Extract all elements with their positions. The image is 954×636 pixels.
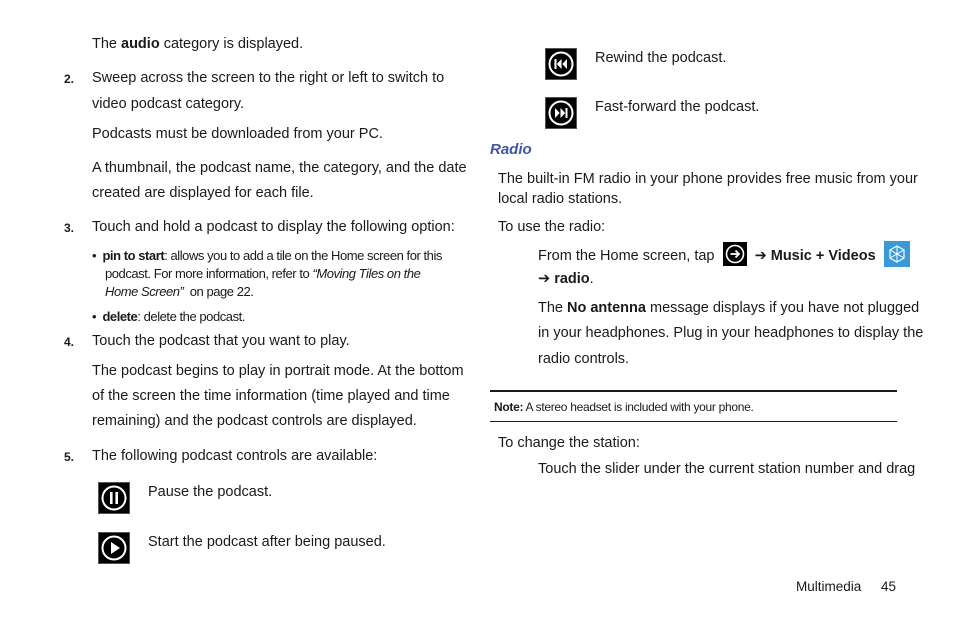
- bullet-delete: • delete: delete the podcast.: [92, 309, 245, 324]
- podcast-begins-text-cont: of the screen the time information (time played and time: [92, 388, 450, 404]
- step-number: 2.: [64, 72, 75, 86]
- play-icon: [98, 532, 130, 564]
- bullet-pin-to-start-cont2: Home Screen” on page 22.: [105, 284, 254, 299]
- step-3-text: Touch and hold a podcast to display the following option:: [92, 219, 455, 235]
- note-bottom-rule: [490, 421, 897, 422]
- note-top-rule: [490, 390, 897, 392]
- rewind-description: Rewind the podcast.: [595, 50, 727, 66]
- footer-section: Multimedia: [796, 579, 862, 594]
- touch-slider-text: Touch the slider under the current station number and drag: [538, 461, 916, 477]
- step-5-text: The following podcast controls are available:: [92, 448, 378, 464]
- podcast-begins-text: The podcast begins to play in portrait mode. At the bottom: [92, 363, 464, 379]
- no-antenna-text-cont2: radio controls.: [538, 351, 630, 367]
- step-2-text-cont: video podcast category.: [92, 96, 245, 112]
- note-text: Note: A stereo headset is included with your phone.: [494, 400, 754, 414]
- play-description: Start the podcast after being paused.: [148, 534, 386, 550]
- bullet-pin-to-start: • pin to start: allows you to add a tile on the Home screen for this: [92, 248, 442, 263]
- step-2-text: Sweep across the screen to the right or left to switch to: [92, 70, 445, 86]
- step-number: 4.: [64, 335, 75, 349]
- rewind-icon: [545, 48, 577, 80]
- step-number: 3.: [64, 221, 75, 235]
- no-antenna-text-cont: in your headphones. Plug in your headphones to display the: [538, 325, 924, 341]
- builtin-radio-text-cont: local radio stations.: [498, 191, 623, 207]
- home-screen-instruction: From the Home screen, tap ➔ Music + Videos: [538, 243, 914, 269]
- change-station-text: To change the station:: [498, 435, 640, 451]
- music-videos-tile-icon: [884, 241, 910, 267]
- audio-displayed-text: The audio category is displayed.: [92, 36, 304, 52]
- download-note: Podcasts must be downloaded from your PC.: [92, 126, 383, 142]
- fast-forward-description: Fast-forward the podcast.: [595, 99, 760, 115]
- step-number: 5.: [64, 450, 75, 464]
- page-number: 45: [881, 579, 897, 594]
- pause-icon: [98, 482, 130, 514]
- thumbnail-text: A thumbnail, the podcast name, the category, and the date: [92, 160, 467, 176]
- radio-instruction: ➔ radio.: [538, 271, 594, 287]
- pause-description: Pause the podcast.: [148, 484, 273, 500]
- step-4-text: Touch the podcast that you want to play.: [92, 333, 350, 349]
- bullet-pin-to-start-cont: podcast. For more information, refer to “Moving Tiles on the: [105, 266, 421, 281]
- podcast-begins-text-cont2: remaining) and the podcast controls are displayed.: [92, 413, 417, 429]
- thumbnail-text-cont: created are displayed for each file.: [92, 185, 314, 201]
- no-antenna-text: The No antenna message displays if you have not plugged: [538, 300, 920, 316]
- use-radio-text: To use the radio:: [498, 219, 606, 235]
- fast-forward-icon: [545, 97, 577, 129]
- arrow-circle-icon: [723, 242, 747, 266]
- radio-heading: Radio: [490, 141, 532, 158]
- builtin-radio-text: The built-in FM radio in your phone provides free music from your: [498, 171, 918, 187]
